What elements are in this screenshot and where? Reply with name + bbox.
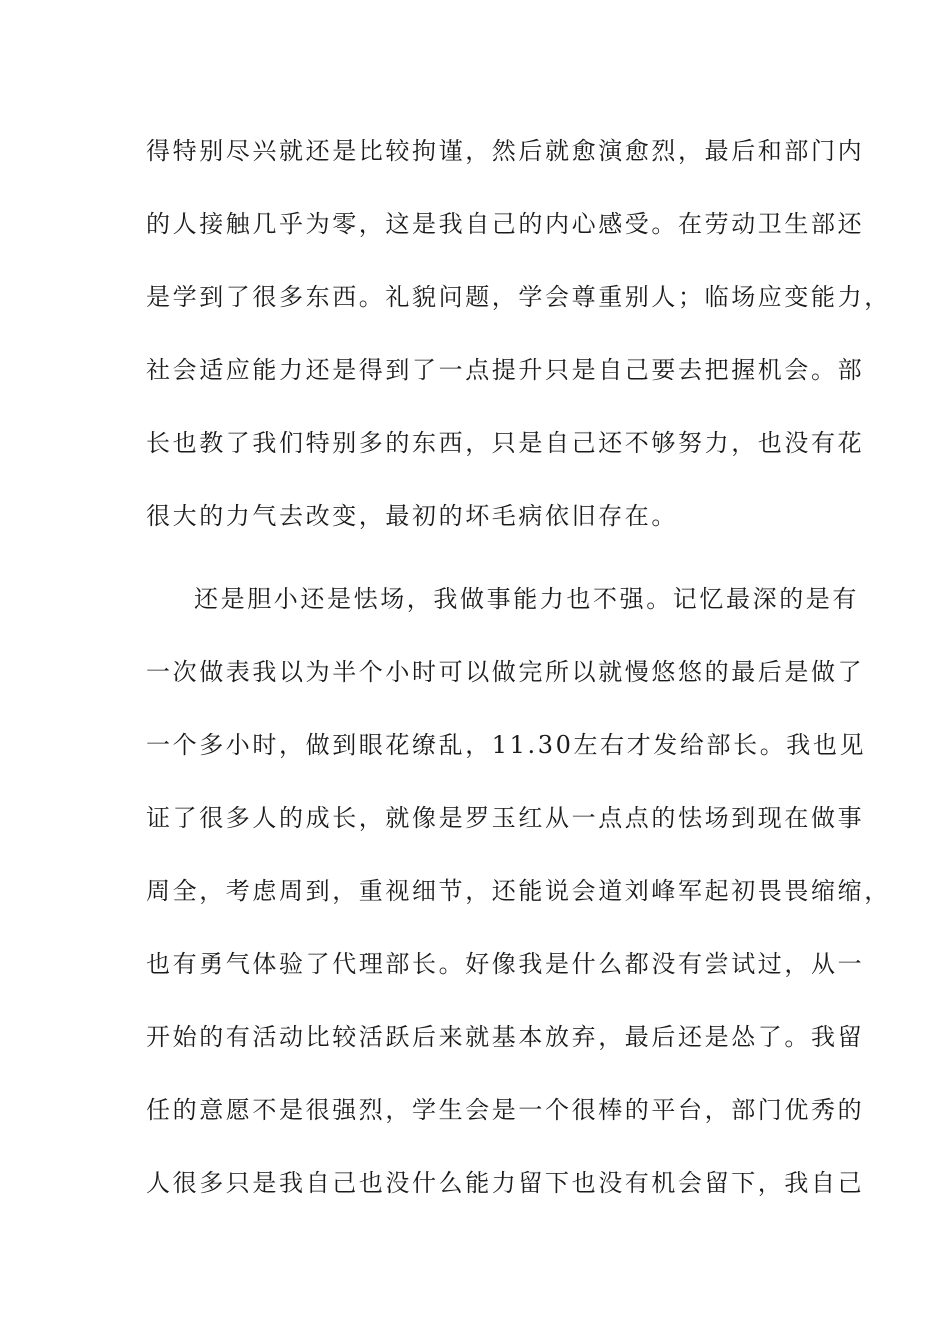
text-line: 证了很多人的成长，就像是罗玉红从一点点的怯场到现在做事 — [146, 804, 865, 832]
text-line: 周全，考虑周到，重视细节，还能说会道刘峰军起初畏畏缩缩， — [146, 877, 891, 905]
text-line: 一次做表我以为半个小时可以做完所以就慢悠悠的最后是做了 — [146, 658, 865, 686]
text-line: 开始的有活动比较活跃后来就基本放弃，最后还是怂了。我留 — [146, 1023, 865, 1051]
text-line: 的人接触几乎为零，这是我自己的内心感受。在劳动卫生部还 — [146, 210, 865, 238]
text-line: 长也教了我们特别多的东西，只是自己还不够努力，也没有花 — [146, 429, 865, 457]
text-line: 社会适应能力还是得到了一点提升只是自己要去把握机会。部 — [146, 356, 865, 384]
text-line: 一个多小时，做到眼花缭乱，11.30左右才发给部长。我也见 — [146, 731, 867, 759]
text-line: 是学到了很多东西。礼貌问题，学会尊重别人；临场应变能力， — [146, 283, 891, 311]
text-line: 人很多只是我自己也没什么能力留下也没有机会留下，我自己 — [146, 1169, 865, 1197]
text-line: 得特别尽兴就还是比较拘谨，然后就愈演愈烈，最后和部门内 — [146, 137, 865, 165]
paragraph-start-line: 还是胆小还是怯场，我做事能力也不强。记忆最深的是有 — [194, 585, 859, 613]
text-line: 任的意愿不是很强烈，学生会是一个很棒的平台，部门优秀的 — [146, 1096, 865, 1124]
text-line: 很大的力气去改变，最初的坏毛病依旧存在。 — [146, 502, 678, 530]
text-line: 也有勇气体验了代理部长。好像我是什么都没有尝试过，从一 — [146, 950, 865, 978]
